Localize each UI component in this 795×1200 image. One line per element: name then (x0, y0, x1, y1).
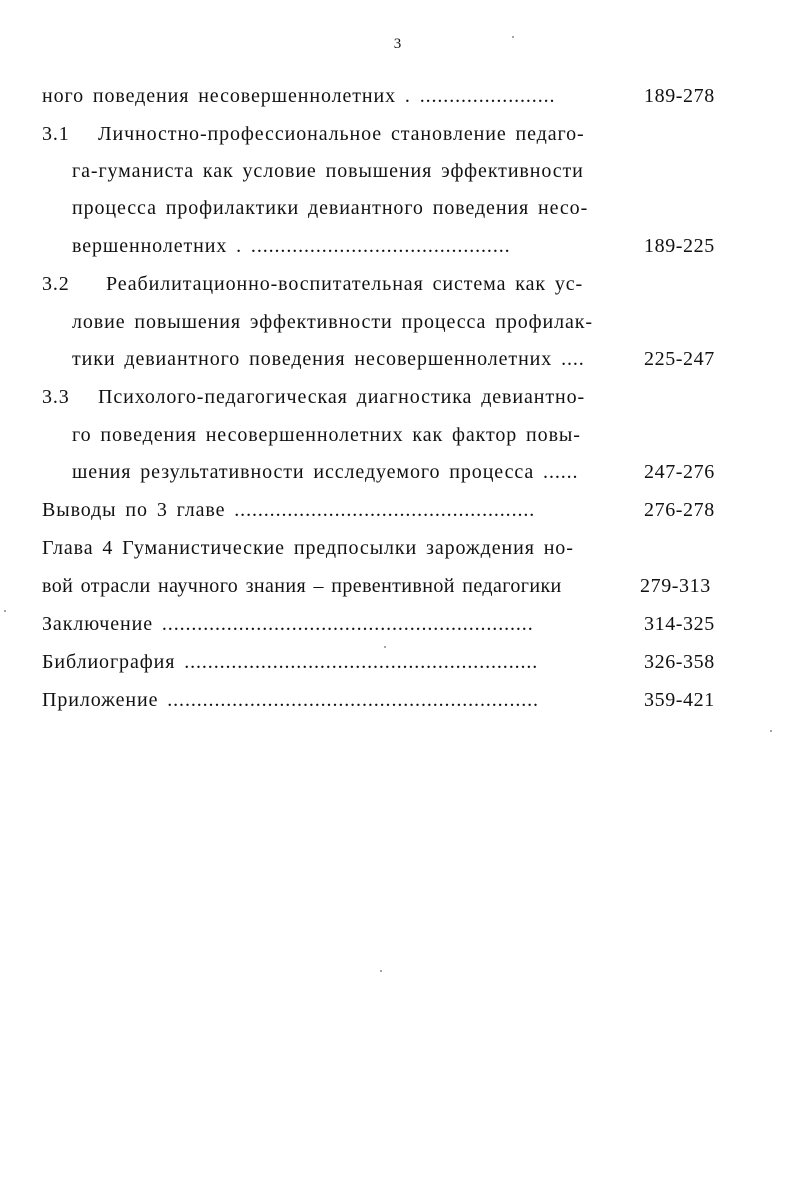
toc-line: ловие повышения эффективности процесса профилак- (72, 311, 593, 333)
scan-speck (380, 970, 382, 972)
toc-line: Заключение ............................................................... (42, 613, 534, 635)
toc-line: вой отрасли научного знания – превентивной педагогики (42, 575, 562, 597)
toc-section-number: 3.2 (42, 273, 70, 295)
toc-line: ного поведения несовершеннолетних . ....................... (42, 85, 556, 107)
toc-page-range: 276-278 (644, 499, 715, 521)
toc-page-range: 314-325 (644, 613, 715, 635)
toc-page-range: 225-247 (644, 348, 715, 370)
toc-line: шения результативности исследуемого процесса ...... (72, 461, 579, 483)
toc-section-number: 3.1 (42, 123, 70, 145)
toc-line: Личностно-профессиональное становление педаго- (98, 123, 585, 145)
toc-line: га-гуманиста как условие повышения эффективности (72, 160, 584, 182)
toc-line: процесса профилактики девиантного поведения несо- (72, 197, 589, 219)
toc-line: Психолого-педагогическая диагностика девиантно- (98, 386, 586, 408)
toc-page-range: 247-276 (644, 461, 715, 483)
scan-speck (512, 36, 514, 38)
scan-speck (384, 646, 386, 648)
toc-page-range: 359-421 (644, 689, 715, 711)
page-number: 3 (393, 36, 402, 52)
toc-line: Библиография ............................................................ (42, 651, 539, 673)
toc-section-number: 3.3 (42, 386, 70, 408)
toc-line: Выводы по 3 главе ................................................... (42, 499, 536, 521)
toc-line: Реабилитационно-воспитательная система как ус- (106, 273, 584, 295)
toc-line: тики девиантного поведения несовершеннолетних .... (72, 348, 585, 370)
toc-line: вершеннолетних . ............................................ (72, 235, 511, 257)
toc-page-range: 279-313 (640, 575, 711, 597)
toc-page-range: 189-225 (644, 235, 715, 257)
toc-line: Приложение ............................................................... (42, 689, 539, 711)
toc-line: го поведения несовершеннолетних как фактор повы- (72, 424, 581, 446)
scan-speck (4, 610, 6, 612)
scan-speck (770, 730, 772, 732)
toc-line: Глава 4 Гуманистические предпосылки зарождения но- (42, 537, 574, 559)
toc-page-range: 189-278 (644, 85, 715, 107)
toc-page-range: 326-358 (644, 651, 715, 673)
